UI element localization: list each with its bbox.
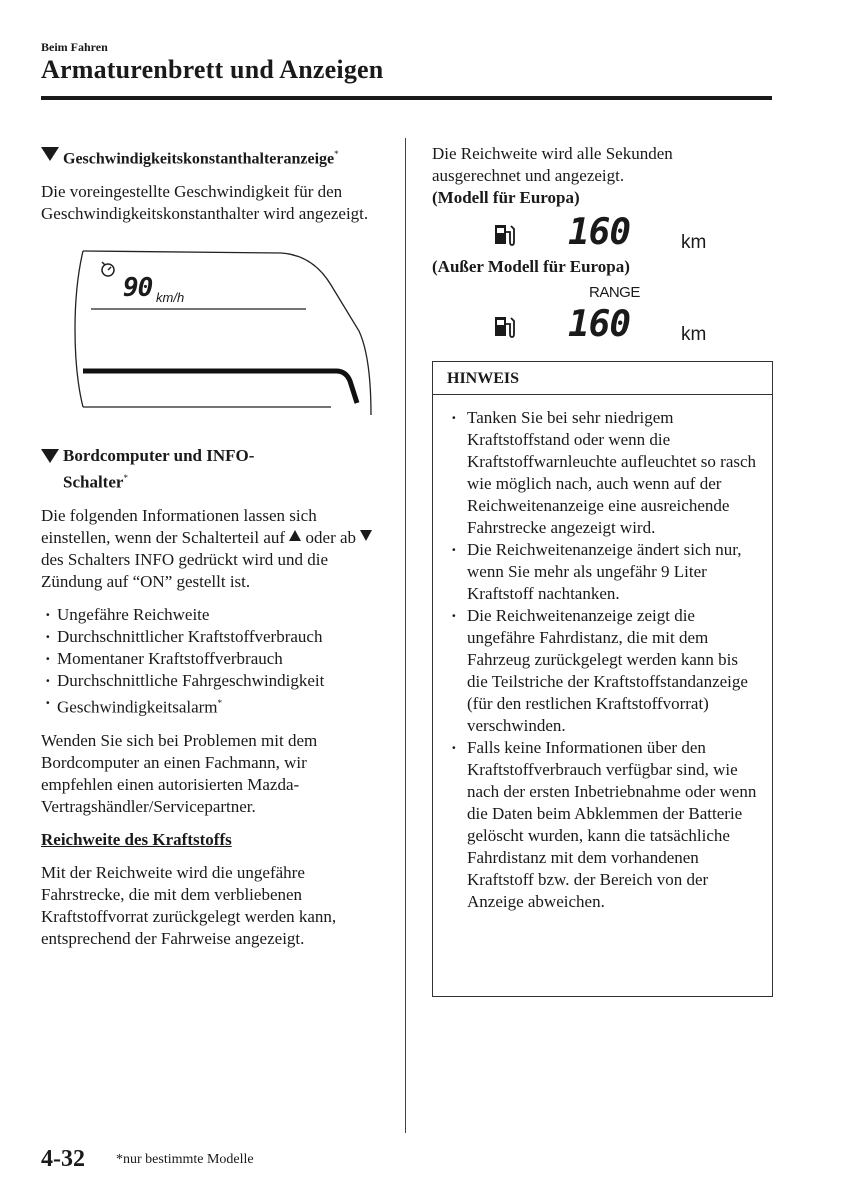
cruise-heading-text: Geschwindigkeitskonstanthalteranzeige bbox=[63, 150, 335, 168]
note-box bbox=[432, 361, 773, 997]
cruise-speed-unit: km/h bbox=[156, 290, 185, 306]
left-column bbox=[41, 143, 376, 950]
right-column bbox=[432, 143, 732, 209]
cruise-heading bbox=[41, 143, 376, 170]
range-label: RANGE bbox=[589, 284, 640, 301]
list-item: · Durchschnittlicher Kraftstoffverbrauch bbox=[41, 626, 376, 648]
list-item: · Durchschnittliche Fahrgeschwindigkeit bbox=[41, 670, 376, 692]
asterisk-mark: * bbox=[123, 473, 128, 484]
note-title: HINWEIS bbox=[433, 362, 772, 395]
fuel-pump-icon bbox=[493, 222, 515, 248]
europe-label: (Modell für Europa) bbox=[432, 188, 580, 207]
footnote: *nur bestimmte Modelle bbox=[116, 1152, 254, 1167]
cruise-speed-value: 90 bbox=[123, 273, 153, 304]
range-subheading: Reichweite des Kraftstoffs bbox=[41, 829, 232, 849]
up-triangle-icon bbox=[289, 530, 301, 541]
note-item: · Falls keine Informationen über den Kraftstoffverbrauch verfügbar sind, wie nach der ersten Inbetriebnahme oder wenn die Daten beim Abklemmen der Batterie gelöscht wurden, kann die tatsächliche Fahrdistanz mit dem vorhandenen Kraftstoff bzw. der Bereich von der Anzeige abweichen. bbox=[433, 737, 772, 913]
cruise-display-illustration bbox=[41, 245, 376, 415]
europe-range-display bbox=[432, 212, 772, 256]
note-item: · Tanken Sie bei sehr niedrigem Kraftstoffstand oder wenn die Kraftstoffwarnleuchte aufleuchtet so rasch wie möglich nach, auch wenn auf der Reichweitenanzeige eine ausreichende Fahrstrecke angezeigt wird. bbox=[433, 407, 772, 539]
range-text: Mit der Reichweite wird die ungefähre Fahrstrecke, die mit dem verbliebenen Kraftstoffvorrat zurückgelegt werden kann, entsprechend der Fahrweise angezeigt. bbox=[41, 862, 337, 948]
note-item: · Die Reichweitenanzeige zeigt die ungefähre Fahrdistanz, die mit dem Fahrzeug zurückgelegt werden kann bis die Teilstriche der Kraftstoffstandanzeige (für den restlichen Kraftstoffvorrat) verschwinden. bbox=[433, 605, 772, 737]
computer-heading-line1: Bordcomputer und INFO- bbox=[63, 446, 255, 466]
europe-range-value: 160 bbox=[568, 212, 631, 253]
column-divider bbox=[405, 138, 406, 1133]
computer-heading bbox=[41, 445, 376, 494]
page-number: 4-32 bbox=[41, 1146, 85, 1172]
asterisk-mark: * bbox=[217, 697, 223, 708]
note-item: · Die Reichweitenanzeige ändert sich nur, wenn Sie mehr als ungefähr 9 Liter Kraftstoff nachtanken. bbox=[433, 539, 772, 605]
down-triangle-icon bbox=[360, 530, 372, 541]
problems-text: Wenden Sie sich bei Problemen mit dem Bordcomputer an einen Fachmann, wir empfehlen einen autorisierten Mazda-Vertragshändler/Servicepartner. bbox=[41, 730, 318, 816]
page-title: Armaturenbrett und Anzeigen bbox=[41, 55, 384, 84]
section-label: Beim Fahren bbox=[41, 40, 108, 54]
title-rule bbox=[41, 96, 772, 100]
other-range-unit: km bbox=[681, 324, 707, 345]
triangle-icon bbox=[41, 449, 59, 463]
triangle-icon bbox=[41, 147, 59, 161]
list-item bbox=[41, 692, 376, 719]
other-range-value: 160 bbox=[568, 304, 631, 345]
asterisk-mark: * bbox=[334, 149, 339, 159]
other-label: (Außer Modell für Europa) bbox=[432, 257, 630, 276]
computer-intro bbox=[41, 505, 376, 593]
europe-range-unit: km bbox=[681, 232, 707, 253]
list-item: · Momentaner Kraftstoffverbrauch bbox=[41, 648, 376, 670]
note-list bbox=[433, 395, 772, 913]
info-list bbox=[41, 604, 376, 719]
intro-part-a: Die folgenden Informationen lassen sich einstellen, wenn der Schalterteil auf bbox=[41, 505, 317, 547]
cruise-text: Die voreingestellte Geschwindigkeit für den Geschwindigkeitskonstanthalter wird angezeigt. bbox=[41, 182, 369, 224]
intro-part-b: oder ab bbox=[305, 527, 357, 547]
list-item: · Ungefähre Reichweite bbox=[41, 604, 376, 626]
range-intro: Die Reichweite wird alle Sekunden ausgerechnet und angezeigt. bbox=[432, 144, 673, 185]
other-range-display bbox=[432, 284, 772, 348]
intro-part-c: des Schalters INFO gedrückt wird und die Zündung auf “ON” gestellt ist. bbox=[41, 549, 329, 591]
cruise-display-frame bbox=[41, 245, 376, 415]
list-item-text: Geschwindigkeitsalarm bbox=[57, 697, 218, 717]
computer-heading-line2: Schalter bbox=[63, 472, 124, 492]
fuel-pump-icon bbox=[493, 314, 515, 340]
cruise-control-icon bbox=[102, 262, 114, 276]
